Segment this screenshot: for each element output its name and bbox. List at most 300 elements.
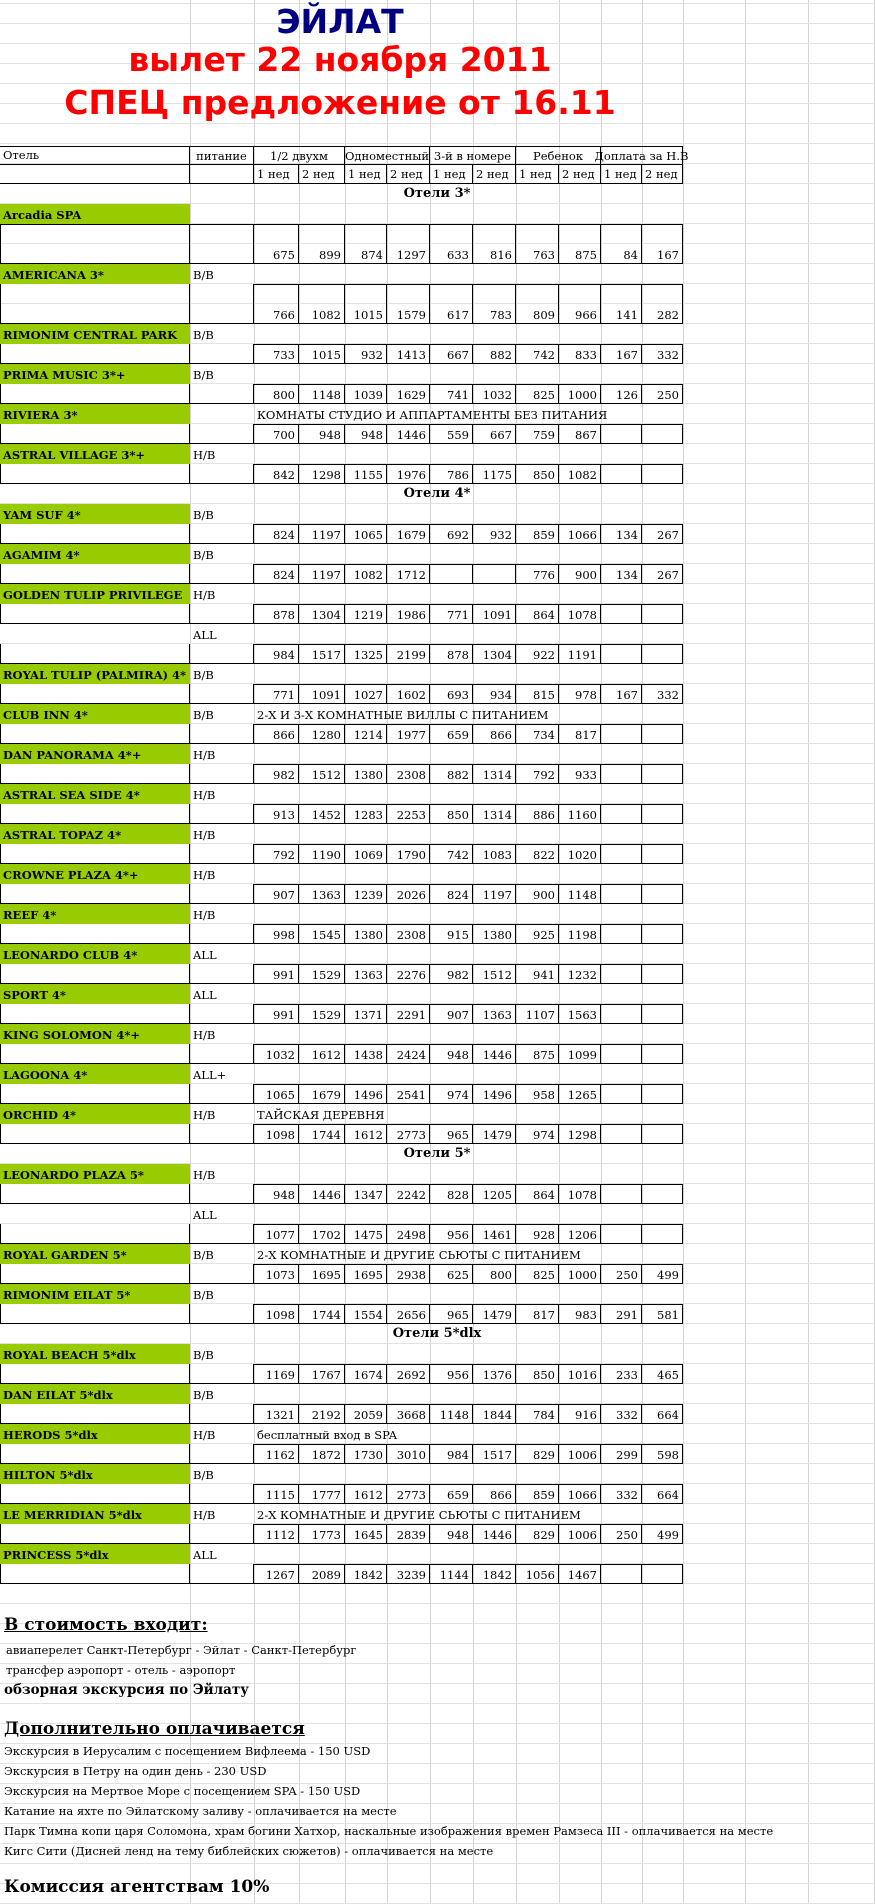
price-cell: 1297 (387, 224, 430, 264)
price-row-blank (190, 1524, 254, 1544)
meal-plan: B/B (193, 668, 214, 682)
price-cell: 2424 (387, 1044, 430, 1064)
price-cell: 933 (559, 764, 601, 784)
price-cell: 2276 (387, 964, 430, 984)
header-week: 2 нед (387, 165, 430, 184)
meal-variant-row (0, 1204, 875, 1224)
hotel-name: DAN PANORAMA 4*+ (0, 744, 190, 764)
hotel-name: GOLDEN TULIP PRIVILEGE (0, 584, 190, 604)
price-cell: 1078 (559, 1184, 601, 1204)
price-cell: 1674 (345, 1364, 387, 1384)
price-cell: 1304 (299, 604, 345, 624)
hotel-name-row (0, 444, 875, 464)
price-cell: 817 (516, 1304, 559, 1324)
price-cell: 1790 (387, 844, 430, 864)
meal-plan: B/B (193, 268, 214, 282)
price-cell (642, 804, 683, 824)
price-cell: 2059 (345, 1404, 387, 1424)
price-row-blank (0, 964, 190, 984)
price-cell: 1265 (559, 1084, 601, 1104)
price-cell: 1169 (254, 1364, 299, 1384)
price-row-blank (190, 1084, 254, 1104)
price-cell: 233 (601, 1364, 642, 1384)
price-row (0, 284, 875, 324)
price-cell (473, 564, 516, 584)
price-row-blank (0, 1264, 190, 1284)
hotel-name-row (0, 1544, 875, 1564)
price-cell: 1695 (345, 1264, 387, 1284)
hotel-name-row (0, 1424, 875, 1444)
meal-plan: H/B (193, 828, 216, 842)
price-row-blank (0, 644, 190, 664)
price-cell: 664 (642, 1404, 683, 1424)
price-cell: 991 (254, 964, 299, 984)
price-cell: 842 (254, 464, 299, 484)
price-cell: 1446 (387, 424, 430, 444)
price-cell: 332 (601, 1484, 642, 1504)
price-cell (601, 724, 642, 744)
price-cell: 1977 (387, 724, 430, 744)
subtitle-special-offer: СПЕЦ предложение от 16.11 (64, 83, 616, 122)
included-heading: В стоимость входит: (4, 1615, 208, 1635)
price-cell: 267 (642, 564, 683, 584)
price-cell: 742 (516, 344, 559, 364)
meal-plan: ALL (193, 1548, 217, 1562)
price-cell: 948 (345, 424, 387, 444)
price-cell: 1015 (299, 344, 345, 364)
header-group-double: 1/2 двухм (254, 146, 345, 165)
hotel-name-row (0, 1284, 875, 1304)
meal-plan: H/B (193, 1028, 216, 1042)
price-cell (642, 1044, 683, 1064)
header-week: 1 нед (254, 165, 299, 184)
price-row-blank (190, 1364, 254, 1384)
header-group-extra: Доплата за Н.В (601, 146, 683, 165)
price-cell: 784 (516, 1404, 559, 1424)
price-cell: 965 (430, 1124, 473, 1144)
price-row-blank (190, 1124, 254, 1144)
price-cell: 1082 (345, 564, 387, 584)
price-cell: 734 (516, 724, 559, 744)
price-row (0, 1044, 875, 1064)
price-cell: 1645 (345, 1524, 387, 1544)
price-cell: 916 (559, 1404, 601, 1424)
section-row (0, 1144, 875, 1164)
included-item-bold: обзорная экскурсия по Эйлату (4, 1682, 249, 1698)
price-cell: 2026 (387, 884, 430, 904)
price-row-blank (0, 524, 190, 544)
header-week: 2 нед (642, 165, 683, 184)
price-row (0, 1124, 875, 1144)
price-cell: 882 (430, 764, 473, 784)
gridline (0, 143, 875, 144)
extra-item: Экскурсия в Петру на один день - 230 USD (4, 1764, 267, 1778)
price-cell: 1175 (473, 464, 516, 484)
price-cell: 1197 (299, 564, 345, 584)
price-cell: 1986 (387, 604, 430, 624)
price-row-blank (0, 1044, 190, 1064)
price-cell: 1695 (299, 1264, 345, 1284)
price-cell: 332 (601, 1404, 642, 1424)
price-cell: 956 (430, 1224, 473, 1244)
hotel-name: LEONARDO PLAZA 5* (0, 1164, 190, 1184)
price-cell: 1517 (473, 1444, 516, 1464)
hotel-name: CROWNE PLAZA 4*+ (0, 864, 190, 884)
hotel-name-row (0, 864, 875, 884)
price-cell: 1842 (345, 1564, 387, 1584)
meal-plan: ALL (193, 948, 217, 962)
price-row-blank (190, 1304, 254, 1324)
price-cell: 1363 (299, 884, 345, 904)
gridline (0, 1603, 875, 1604)
price-row (0, 604, 875, 624)
price-cell: 700 (254, 424, 299, 444)
meal-plan: ALL+ (193, 1068, 227, 1082)
price-cell: 250 (601, 1264, 642, 1284)
hotel-name-row (0, 1244, 875, 1264)
meal-plan: ALL (193, 988, 217, 1002)
price-cell: 1767 (299, 1364, 345, 1384)
hotel-name: HILTON 5*dlx (0, 1464, 190, 1484)
price-cell: 948 (299, 424, 345, 444)
price-cell (601, 1564, 642, 1584)
hotel-name: LEONARDO CLUB 4* (0, 944, 190, 964)
price-cell: 2498 (387, 1224, 430, 1244)
price-cell: 1325 (345, 644, 387, 664)
price-cell: 1020 (559, 844, 601, 864)
hotel-name: REEF 4* (0, 904, 190, 924)
section-row (0, 184, 875, 204)
price-cell: 859 (516, 524, 559, 544)
price-cell (642, 1004, 683, 1024)
price-cell: 982 (430, 964, 473, 984)
hotel-name: HERODS 5*dlx (0, 1424, 190, 1444)
price-cell: 1744 (299, 1304, 345, 1324)
price-cell (642, 1084, 683, 1104)
price-row-blank (0, 224, 190, 264)
price-row-blank (190, 1484, 254, 1504)
price-row-blank (0, 384, 190, 404)
price-cell: 1098 (254, 1304, 299, 1324)
header-week: 2 нед (559, 165, 601, 184)
price-cell: 915 (430, 924, 473, 944)
price-row-blank (190, 524, 254, 544)
meal-variant-row (0, 624, 875, 644)
price-row (0, 1004, 875, 1024)
price-cell: 1363 (473, 1004, 516, 1024)
price-cell: 1438 (345, 1044, 387, 1064)
hotel-name: PRIMA MUSIC 3*+ (0, 364, 190, 384)
price-cell: 1563 (559, 1004, 601, 1024)
price-row-blank (190, 1564, 254, 1584)
hotel-name: ORCHID 4* (0, 1104, 190, 1124)
price-cell: 1298 (299, 464, 345, 484)
extra-item: Кигс Сити (Дисней ленд на тему библейских сюжетов) - оплачивается на месте (4, 1844, 494, 1858)
price-row-blank (0, 344, 190, 364)
price-cell: 1083 (473, 844, 516, 864)
section-title: Отели 4* (403, 486, 471, 501)
price-cell: 1077 (254, 1224, 299, 1244)
hotel-name: PRINCESS 5*dlx (0, 1544, 190, 1564)
price-cell (601, 1004, 642, 1024)
price-cell: 2192 (299, 1404, 345, 1424)
price-cell: 948 (430, 1044, 473, 1064)
price-cell: 1773 (299, 1524, 345, 1544)
price-cell: 675 (254, 224, 299, 264)
price-cell (601, 1044, 642, 1064)
hotel-name: ASTRAL TOPAZ 4* (0, 824, 190, 844)
price-cell: 1744 (299, 1124, 345, 1144)
header-row-weeks (0, 165, 875, 184)
price-row-blank (190, 684, 254, 704)
price-cell (601, 924, 642, 944)
price-cell: 907 (430, 1004, 473, 1024)
price-cell: 1032 (473, 384, 516, 404)
price-cell: 984 (430, 1444, 473, 1464)
hotel-name-row (0, 784, 875, 804)
hotel-name-row (0, 584, 875, 604)
price-row-blank (0, 1304, 190, 1324)
price-cell: 581 (642, 1304, 683, 1324)
price-cell: 1015 (345, 284, 387, 324)
meal-plan: H/B (193, 1508, 216, 1522)
price-row-blank (0, 1124, 190, 1144)
hotel-name: RIMONIM EILAT 5* (0, 1284, 190, 1304)
price-row-blank (0, 1364, 190, 1384)
price-cell: 1517 (299, 644, 345, 664)
price-cell: 250 (642, 384, 683, 404)
price-cell: 1039 (345, 384, 387, 404)
included-item: авиаперелет Санкт-Петербург - Эйлат - Санкт-Петербург (6, 1643, 357, 1657)
price-cell: 134 (601, 524, 642, 544)
meal-plan: B/B (193, 1468, 214, 1482)
hotel-note: бесплатный вход в SPA (257, 1428, 398, 1442)
price-row (0, 1184, 875, 1204)
price-cell: 809 (516, 284, 559, 324)
hotel-name-row (0, 404, 875, 424)
price-cell: 978 (559, 684, 601, 704)
price-cell: 1214 (345, 724, 387, 744)
price-cell: 828 (430, 1184, 473, 1204)
price-row-blank (0, 284, 190, 324)
price-cell (642, 1184, 683, 1204)
price-cell: 766 (254, 284, 299, 324)
hotel-name: AMERICANA 3* (0, 264, 190, 284)
price-cell (642, 1124, 683, 1144)
price-row-blank (0, 1564, 190, 1584)
price-cell: 167 (601, 684, 642, 704)
price-row (0, 764, 875, 784)
price-row-blank (190, 1004, 254, 1024)
price-row (0, 924, 875, 944)
price-cell (642, 964, 683, 984)
meal-plan: B/B (193, 1388, 214, 1402)
price-row (0, 524, 875, 544)
price-cell: 2773 (387, 1484, 430, 1504)
price-cell: 1091 (473, 604, 516, 624)
meal-plan: B/B (193, 1288, 214, 1302)
price-cell: 1298 (559, 1124, 601, 1144)
price-row (0, 1264, 875, 1284)
price-cell: 928 (516, 1224, 559, 1244)
price-cell (642, 724, 683, 744)
price-cell (601, 604, 642, 624)
price-row (0, 1484, 875, 1504)
price-row-blank (0, 1404, 190, 1424)
gridline (0, 1703, 875, 1704)
price-cell: 776 (516, 564, 559, 584)
hotel-note: 2-Х КОМНАТНЫЕ И ДРУГИЕ СЬЮТЫ С ПИТАНИЕМ (257, 1248, 581, 1262)
price-cell: 859 (516, 1484, 559, 1504)
header-week: 2 нед (299, 165, 345, 184)
header-hotel: Отель (0, 146, 190, 165)
price-cell: 866 (473, 1484, 516, 1504)
price-cell: 1496 (473, 1084, 516, 1104)
commission-text: Комиссия агентствам 10% (4, 1877, 270, 1897)
price-cell (601, 1124, 642, 1144)
price-cell: 1479 (473, 1304, 516, 1324)
price-cell: 1496 (345, 1084, 387, 1104)
price-cell (601, 644, 642, 664)
extra-item: Парк Тимна копи царя Соломона, храм богини Хатхор, наскальные изображения времен Рамзеса III - оплачивается на месте (4, 1824, 774, 1838)
hotel-name-row (0, 744, 875, 764)
meal-plan: H/B (193, 868, 216, 882)
hotel-name-row (0, 504, 875, 524)
price-row (0, 1364, 875, 1384)
price-cell: 934 (473, 684, 516, 704)
hotel-name: AGAMIM 4* (0, 544, 190, 564)
price-cell: 1702 (299, 1224, 345, 1244)
price-cell: 659 (430, 724, 473, 744)
price-cell: 1198 (559, 924, 601, 944)
price-cell: 1073 (254, 1264, 299, 1284)
meal-plan: H/B (193, 748, 216, 762)
gridline (0, 1863, 875, 1864)
price-row-blank (0, 884, 190, 904)
price-cell: 913 (254, 804, 299, 824)
page-title: ЭЙЛАТ (276, 2, 404, 41)
price-cell: 824 (254, 524, 299, 544)
price-row (0, 1224, 875, 1244)
price-cell: 2089 (299, 1564, 345, 1584)
price-cell: 3010 (387, 1444, 430, 1464)
hotel-name-row (0, 1024, 875, 1044)
price-row-blank (190, 1264, 254, 1284)
price-cell: 2773 (387, 1124, 430, 1144)
price-cell: 2308 (387, 764, 430, 784)
price-row-blank (0, 1184, 190, 1204)
price-cell: 1376 (473, 1364, 516, 1384)
price-cell: 1006 (559, 1524, 601, 1544)
price-row-blank (0, 684, 190, 704)
price-cell (642, 464, 683, 484)
price-cell: 1467 (559, 1564, 601, 1584)
hotel-name-row (0, 1384, 875, 1404)
meal-plan: H/B (193, 788, 216, 802)
price-cell: 1069 (345, 844, 387, 864)
price-cell (601, 964, 642, 984)
price-cell: 1066 (559, 524, 601, 544)
header-row-groups (0, 146, 875, 165)
hotel-name: ROYAL BEACH 5*dlx (0, 1344, 190, 1364)
price-cell: 786 (430, 464, 473, 484)
price-cell: 956 (430, 1364, 473, 1384)
price-cell: 886 (516, 804, 559, 824)
price-cell: 1629 (387, 384, 430, 404)
price-cell: 3668 (387, 1404, 430, 1424)
price-cell: 1612 (345, 1484, 387, 1504)
price-row (0, 644, 875, 664)
price-cell: 932 (473, 524, 516, 544)
price-cell: 850 (516, 464, 559, 484)
price-cell (601, 884, 642, 904)
price-row (0, 424, 875, 444)
header-meal: питание (190, 146, 254, 165)
header-blank (190, 165, 254, 184)
price-cell (601, 464, 642, 484)
price-cell: 922 (516, 644, 559, 664)
price-cell: 167 (642, 224, 683, 264)
meal-plan: H/B (193, 588, 216, 602)
price-cell: 1380 (473, 924, 516, 944)
meal-plan: B/B (193, 1348, 214, 1362)
price-cell: 948 (430, 1524, 473, 1544)
extra-heading: Дополнительно оплачивается (4, 1719, 305, 1739)
price-cell: 998 (254, 924, 299, 944)
price-row (0, 724, 875, 744)
price-cell: 771 (430, 604, 473, 624)
price-cell: 1304 (473, 644, 516, 664)
meal-plan: H/B (193, 1168, 216, 1182)
price-cell: 864 (516, 604, 559, 624)
header-blank (0, 165, 190, 184)
meal-plan: B/B (193, 508, 214, 522)
price-row-blank (190, 384, 254, 404)
price-cell: 878 (430, 644, 473, 664)
price-cell: 932 (345, 344, 387, 364)
hotel-note: 2-Х И 3-Х КОМНАТНЫЕ ВИЛЛЫ С ПИТАНИЕМ (257, 708, 549, 722)
price-cell (642, 424, 683, 444)
hotel-name-row (0, 264, 875, 284)
price-cell: 900 (559, 564, 601, 584)
price-cell: 2253 (387, 804, 430, 824)
price-cell (642, 884, 683, 904)
price-cell: 1529 (299, 1004, 345, 1024)
price-cell: 1082 (299, 284, 345, 324)
price-cell: 850 (430, 804, 473, 824)
price-row (0, 1524, 875, 1544)
hotel-name-row (0, 1464, 875, 1484)
extra-item: Катание на яхте по Эйлатскому заливу - оплачивается на месте (4, 1804, 397, 1818)
price-row-blank (190, 644, 254, 664)
price-cell: 499 (642, 1264, 683, 1284)
price-cell: 948 (254, 1184, 299, 1204)
price-cell (642, 764, 683, 784)
price-cell: 141 (601, 284, 642, 324)
price-cell: 907 (254, 884, 299, 904)
price-cell: 1446 (473, 1524, 516, 1544)
price-cell: 1000 (559, 384, 601, 404)
price-row-blank (190, 1044, 254, 1064)
price-cell: 1872 (299, 1444, 345, 1464)
price-cell: 3239 (387, 1564, 430, 1584)
price-cell: 1512 (473, 964, 516, 984)
price-cell: 1027 (345, 684, 387, 704)
hotel-name: ROYAL TULIP (PALMIRA) 4* (0, 664, 190, 684)
price-cell: 1612 (345, 1124, 387, 1144)
price-cell: 958 (516, 1084, 559, 1104)
extra-item: Экскурсия на Мертвое Море с посещением SPA - 150 USD (4, 1784, 361, 1798)
